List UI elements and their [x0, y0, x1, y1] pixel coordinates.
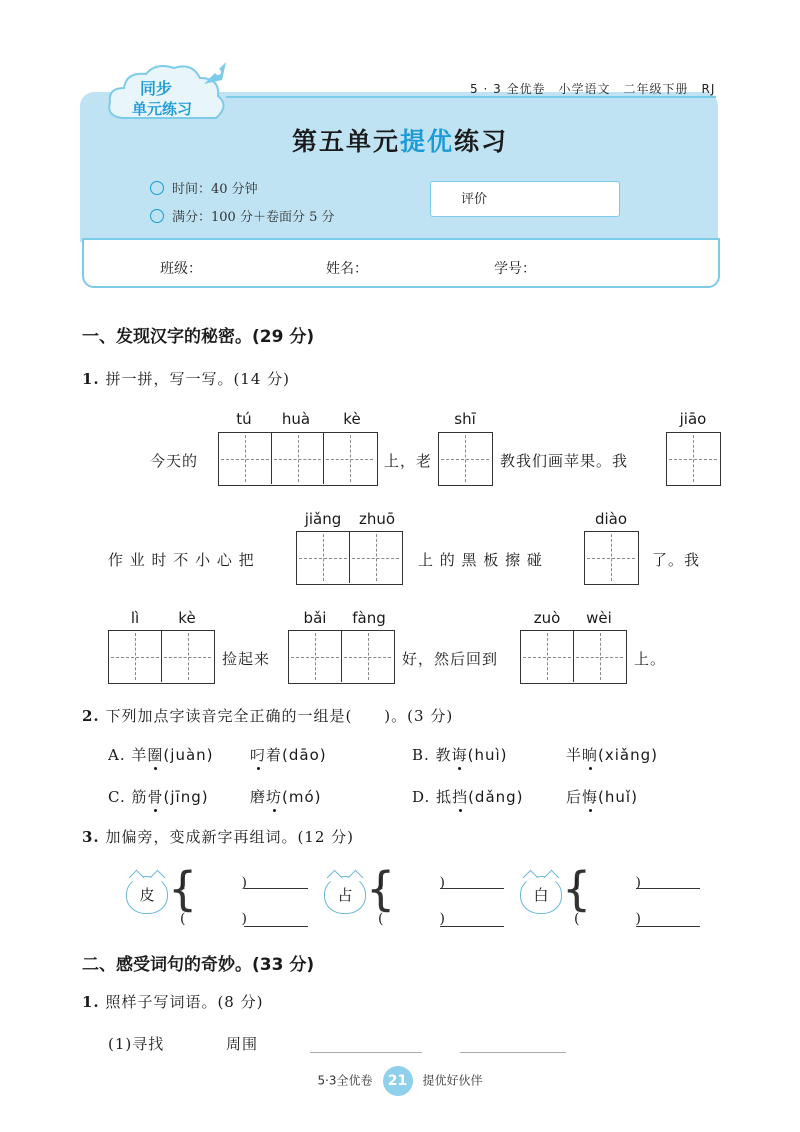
answer-grid-like[interactable] — [108, 630, 215, 684]
footer-slogan: 提优好伙伴 — [422, 1073, 483, 1088]
a1-char: 羊 — [131, 746, 148, 764]
grid-cell[interactable] — [349, 532, 401, 583]
name-field[interactable]: 姓名： — [326, 261, 368, 277]
unit-practice-cloud-badge — [104, 58, 234, 132]
b1-pinyin: (huì) — [467, 746, 508, 764]
footer-brand: 5·3全优卷 — [317, 1073, 373, 1088]
evaluation-box[interactable] — [430, 181, 620, 217]
grid-cell[interactable] — [297, 532, 349, 583]
sentence3-part1: 捡起来 — [222, 650, 271, 668]
pinyin-ke: kè — [343, 410, 361, 428]
clock-icon — [150, 181, 164, 195]
grid-cell[interactable] — [161, 631, 213, 682]
paren-blank[interactable]: ( ) — [180, 875, 247, 891]
brace-icon: { — [366, 862, 396, 916]
q1-number: 1. — [82, 370, 100, 388]
a1-dotted-char: 圈 — [147, 746, 164, 764]
paren-blank[interactable]: ( ) — [574, 875, 641, 891]
page-title — [0, 122, 800, 158]
page-footer — [0, 1066, 800, 1096]
grid-cell[interactable] — [289, 631, 341, 682]
q3-number: 3. — [82, 828, 100, 846]
radical-badge-pi: 皮 — [126, 876, 168, 914]
b2-pinyin: (xiǎng) — [598, 746, 658, 764]
sentence2-part1: 作 业 时 不 小 心 把 — [108, 551, 255, 569]
q2-text: 下列加点字读音完全正确的一组是( )。(3 分) — [105, 707, 454, 725]
title-part2: 练习 — [454, 127, 509, 156]
pinyin-hua: huà — [281, 410, 311, 428]
word-line[interactable] — [244, 926, 308, 927]
word-line[interactable] — [636, 888, 700, 889]
paren-blank[interactable]: ( ) — [378, 911, 445, 927]
word-line[interactable] — [440, 926, 504, 927]
option-c-word2 — [250, 786, 322, 807]
a2-dotted-char: 叼 — [250, 746, 267, 764]
time-info — [150, 178, 258, 197]
rocket-icon — [204, 62, 226, 84]
b2-char: 半 — [566, 746, 583, 764]
q1-text: 拼一拼，写一写。(14 分) — [105, 370, 291, 388]
grid-cell[interactable] — [521, 631, 573, 682]
d1-dotted-char: 挡 — [452, 788, 469, 806]
c1-pinyin: (jīng) — [163, 788, 209, 806]
score-text: 满分：100 分＋卷面分 5 分 — [172, 210, 335, 225]
s2-q1-text: 照样子写词语。(8 分) — [105, 993, 264, 1011]
d2-pinyin: (huǐ) — [598, 788, 638, 806]
grid-cell[interactable] — [219, 433, 271, 484]
radical-badge-zhan: 占 — [324, 876, 366, 914]
answer-grid-baifang[interactable] — [288, 630, 395, 684]
option-d-word2 — [566, 786, 638, 807]
pinyin-zuo: zuò — [533, 609, 561, 627]
a2-pinyin: (dāo) — [282, 746, 327, 764]
badge-line1: 同步 — [139, 79, 173, 98]
sentence3-part2: 好，然后回到 — [402, 650, 499, 668]
c1-char: 筋 — [131, 788, 148, 806]
answer-grid-jiangzhuo[interactable] — [296, 531, 403, 585]
student-id-field[interactable]: 学号： — [494, 261, 536, 277]
q3-prompt — [82, 826, 354, 847]
section1-title: 一、发现汉字的秘密。(29 分) — [82, 327, 315, 347]
answer-grid-tuhuake[interactable] — [218, 432, 378, 486]
grid-cell[interactable] — [341, 631, 393, 682]
time-text: 时间：40 分钟 — [172, 182, 258, 197]
option-c-letter: C. — [108, 788, 126, 806]
d1-pinyin: (dǎng) — [468, 788, 524, 806]
word-line[interactable] — [440, 888, 504, 889]
grid-cell[interactable] — [271, 433, 323, 484]
answer-grid-zuowei[interactable] — [520, 630, 627, 684]
q1-prompt — [82, 368, 290, 389]
a2-char: 着 — [266, 746, 283, 764]
pinyin-fang: fàng — [352, 609, 386, 627]
answer-grid-jiao[interactable] — [666, 432, 721, 486]
word-line[interactable] — [636, 926, 700, 927]
answer-line[interactable] — [460, 1052, 566, 1053]
q3-text: 加偏旁，变成新字再组词。(12 分) — [105, 828, 355, 846]
b1-dotted-char: 诲 — [451, 746, 468, 764]
pinyin-ke2: kè — [178, 609, 196, 627]
sentence1-part1: 今天的 — [150, 452, 199, 470]
pinyin-wei: wèi — [586, 609, 612, 627]
grid-cell[interactable] — [573, 631, 625, 682]
grid-cell[interactable] — [667, 433, 719, 484]
sentence1-part2: 上，老 — [384, 452, 433, 470]
d2-char: 后 — [566, 788, 583, 806]
pinyin-diao: diào — [594, 510, 628, 528]
paren-blank[interactable]: ( ) — [378, 875, 445, 891]
option-a[interactable] — [108, 744, 214, 765]
pinyin-li: lì — [130, 609, 140, 627]
answer-grid-diao[interactable] — [584, 531, 639, 585]
b1-char: 教 — [435, 746, 452, 764]
badge-line2: 单元练习 — [131, 100, 193, 118]
section2-title: 二、感受词句的奇妙。(33 分) — [82, 955, 315, 975]
s2-q1-number: 1. — [82, 993, 100, 1011]
c2-dotted-char: 坊 — [266, 788, 283, 806]
option-b-letter: B. — [412, 746, 430, 764]
radical-badge-bai: 白 — [520, 876, 562, 914]
page-number: 21 — [383, 1066, 413, 1096]
pinyin-tu: tú — [236, 410, 252, 428]
sentence2-part3: 了。我 — [652, 551, 701, 569]
c2-char: 磨 — [250, 788, 267, 806]
b2-dotted-char: 晌 — [582, 746, 599, 764]
brace-icon: { — [168, 862, 198, 916]
answer-grid-shi[interactable] — [438, 432, 493, 486]
word-line[interactable] — [244, 888, 308, 889]
q2-prompt — [82, 705, 453, 726]
s2-q1-prompt — [82, 991, 263, 1012]
brace-icon: { — [562, 862, 592, 916]
class-field[interactable]: 班级： — [160, 261, 202, 277]
option-d-letter: D. — [412, 788, 431, 806]
grid-cell[interactable] — [439, 433, 491, 484]
option-a-word1 — [131, 746, 213, 764]
d1-char: 抵 — [436, 788, 453, 806]
series-info: 5 · 3 全优卷 小学语文 二年级下册 RJ — [470, 82, 716, 96]
score-info — [150, 206, 334, 225]
example-item1-word: 周围 — [226, 1035, 259, 1053]
sentence2-part2: 上 的 黑 板 擦 碰 — [418, 551, 543, 569]
d2-dotted-char: 悔 — [582, 788, 599, 806]
option-b-word2 — [566, 744, 658, 765]
paren-blank[interactable]: ( ) — [574, 911, 641, 927]
option-c[interactable] — [108, 786, 209, 807]
grid-cell[interactable] — [585, 532, 637, 583]
q2-number: 2. — [82, 707, 100, 725]
option-d[interactable] — [412, 786, 524, 807]
c1-dotted-char: 骨 — [147, 788, 164, 806]
c2-pinyin: (mó) — [282, 788, 322, 806]
pinyin-zhuo: zhuō — [358, 510, 396, 528]
sentence1-part3: 教我们画苹果。我 — [500, 452, 629, 470]
option-a-word2 — [250, 744, 327, 765]
sentence3-part3: 上。 — [634, 650, 667, 668]
grid-cell[interactable] — [109, 631, 161, 682]
title-part1: 第五单元 — [291, 127, 400, 156]
answer-line[interactable] — [310, 1052, 422, 1053]
pinyin-shi: shī — [454, 410, 476, 428]
paren-blank[interactable]: ( ) — [180, 911, 247, 927]
option-b[interactable] — [412, 744, 508, 765]
grid-cell[interactable] — [323, 433, 375, 484]
a1-pinyin: (juàn) — [163, 746, 214, 764]
pinyin-jiao: jiāo — [679, 410, 707, 428]
example-item1-label: (1)寻找 — [108, 1035, 165, 1053]
title-highlight: 提优 — [399, 127, 454, 156]
option-a-letter: A. — [108, 746, 126, 764]
evaluation-label: 评价 — [461, 192, 488, 207]
pinyin-jiang: jiǎng — [304, 510, 342, 528]
pinyin-bai: bǎi — [303, 609, 327, 627]
check-icon — [150, 209, 164, 223]
